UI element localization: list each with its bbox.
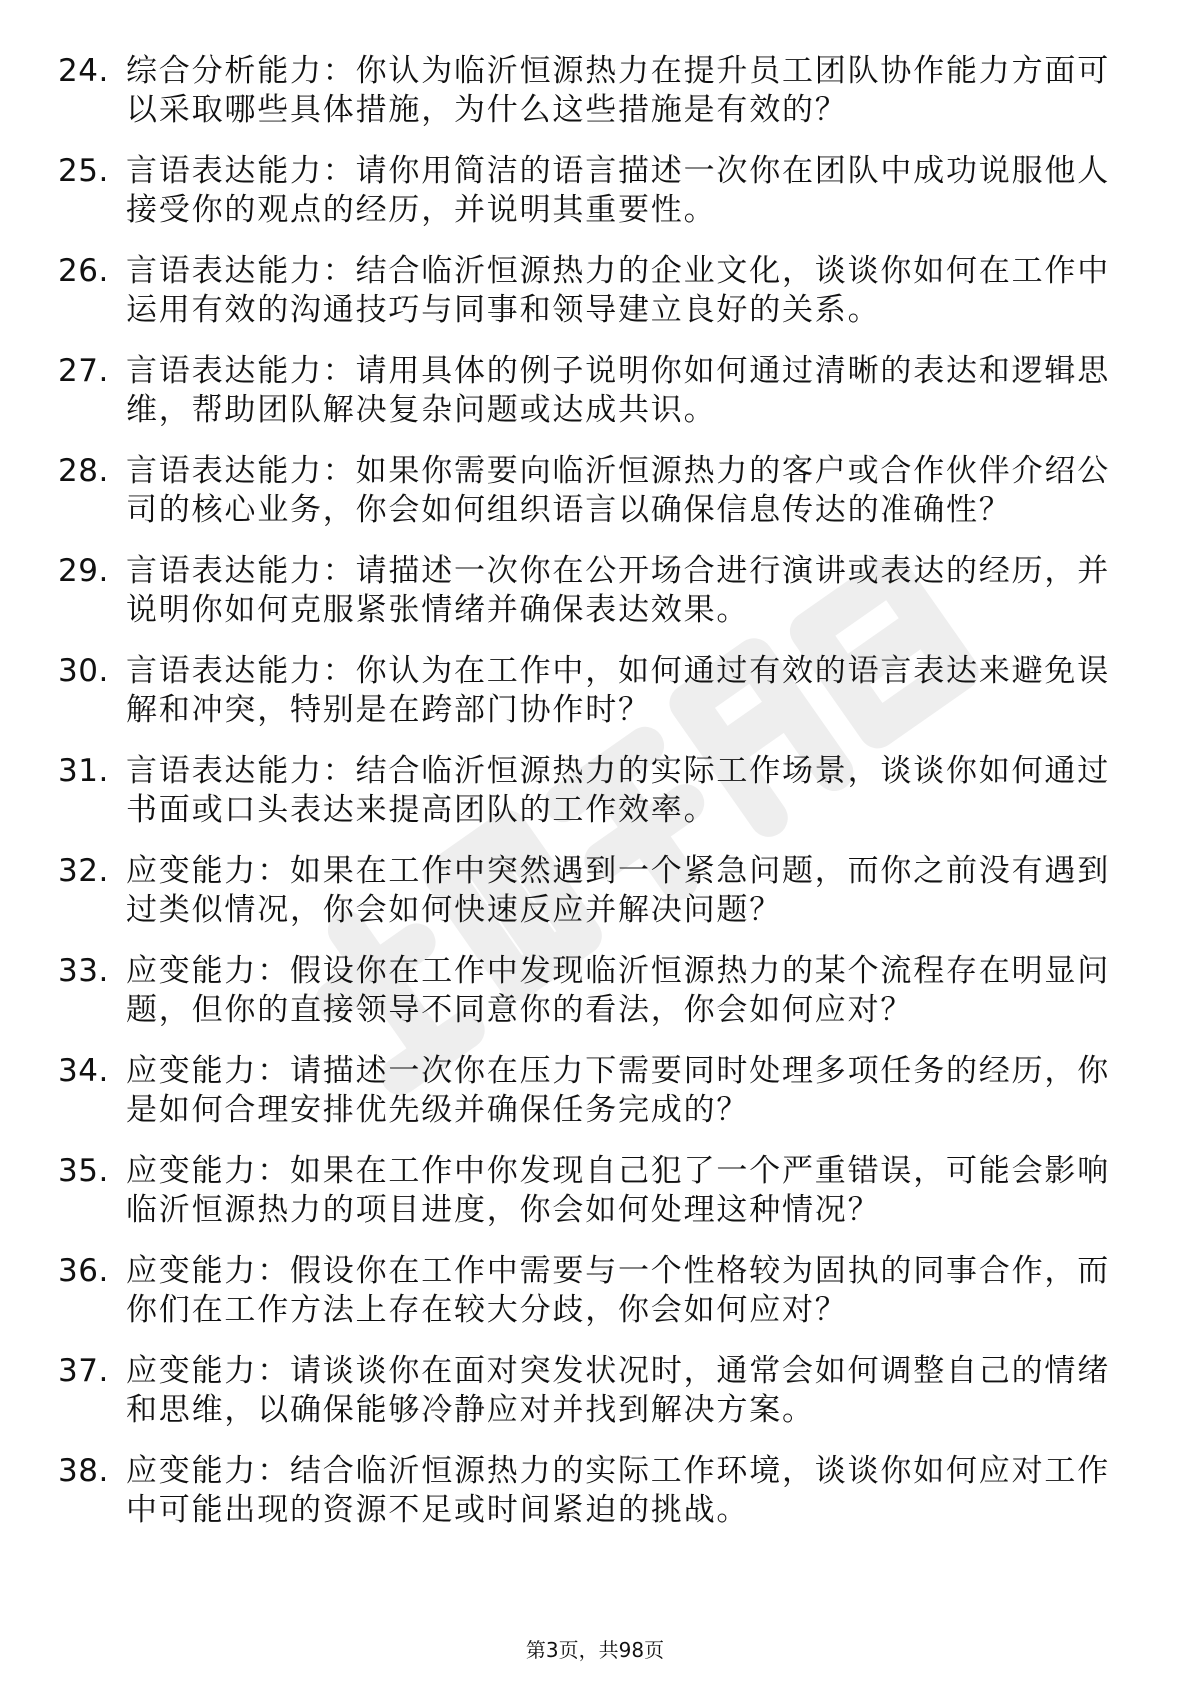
question-text: 应变能力：假设你在工作中发现临沂恒源热力的某个流程存在明显问题，但你的直接领导不同意你的看法，你会如何应对？ [126, 953, 1110, 1028]
question-text: 综合分析能力：你认为临沂恒源热力在提升员工团队协作能力方面可以采取哪些具体措施，为什么这些措施是有效的？ [126, 53, 1110, 128]
question-number: 27. [58, 353, 109, 389]
question-text: 应变能力：结合临沂恒源热力的实际工作环境，谈谈你如何应对工作中可能出现的资源不足或时间紧迫的挑战。 [126, 1453, 1110, 1528]
question-number: 32. [58, 853, 109, 889]
question-list [58, 52, 1118, 1552]
question-text: 言语表达能力：如果你需要向临沂恒源热力的客户或合作伙伴介绍公司的核心业务，你会如何组织语言以确保信息传达的准确性？ [126, 453, 1110, 528]
list-item [58, 1252, 1118, 1330]
question-text: 应变能力：假设你在工作中需要与一个性格较为固执的同事合作，而你们在工作方法上存在较大分歧，你会如何应对？ [126, 1253, 1110, 1328]
question-number: 31. [58, 753, 109, 789]
list-item [58, 952, 1118, 1030]
question-number: 29. [58, 553, 109, 589]
list-item [58, 1352, 1118, 1430]
question-text: 应变能力：请描述一次你在压力下需要同时处理多项任务的经历，你是如何合理安排优先级并确保任务完成的？ [126, 1053, 1110, 1128]
question-number: 37. [58, 1353, 109, 1389]
question-number: 24. [58, 53, 109, 89]
question-number: 26. [58, 253, 109, 289]
list-item [58, 252, 1118, 330]
question-text: 言语表达能力：结合临沂恒源热力的实际工作场景，谈谈你如何通过书面或口头表达来提高团队的工作效率。 [126, 753, 1110, 828]
question-number: 33. [58, 953, 109, 989]
question-text: 应变能力：请谈谈你在面对突发状况时，通常会如何调整自己的情绪和思维，以确保能够冷静应对并找到解决方案。 [126, 1353, 1110, 1428]
list-item [58, 1052, 1118, 1130]
list-item [58, 52, 1118, 130]
question-text: 言语表达能力：请你用简洁的语言描述一次你在团队中成功说服他人接受你的观点的经历，并说明其重要性。 [126, 153, 1110, 228]
page-number-label: 第3页，共98页 [525, 1638, 665, 1662]
question-number: 30. [58, 653, 109, 689]
question-number: 38. [58, 1453, 109, 1489]
question-text: 言语表达能力：结合临沂恒源热力的企业文化，谈谈你如何在工作中运用有效的沟通技巧与同事和领导建立良好的关系。 [126, 253, 1110, 328]
page-footer [0, 1636, 1190, 1664]
question-text: 言语表达能力：你认为在工作中，如何通过有效的语言表达来避免误解和冲突，特别是在跨部门协作时？ [126, 653, 1110, 728]
question-number: 28. [58, 453, 109, 489]
question-number: 25. [58, 153, 109, 189]
question-text: 言语表达能力：请描述一次你在公开场合进行演讲或表达的经历，并说明你如何克服紧张情绪并确保表达效果。 [126, 553, 1110, 628]
question-text: 言语表达能力：请用具体的例子说明你如何通过清晰的表达和逻辑思维，帮助团队解决复杂问题或达成共识。 [126, 353, 1110, 428]
question-text: 应变能力：如果在工作中你发现自己犯了一个严重错误，可能会影响临沂恒源热力的项目进度，你会如何处理这种情况？ [126, 1153, 1110, 1228]
list-item [58, 1152, 1118, 1230]
question-number: 35. [58, 1153, 109, 1189]
list-item [58, 552, 1118, 630]
list-item [58, 652, 1118, 730]
list-item [58, 452, 1118, 530]
list-item [58, 1452, 1118, 1530]
list-item [58, 852, 1118, 930]
list-item [58, 352, 1118, 430]
question-text: 应变能力：如果在工作中突然遇到一个紧急问题，而你之前没有遇到过类似情况，你会如何快速反应并解决问题？ [126, 853, 1110, 928]
question-number: 36. [58, 1253, 109, 1289]
list-item [58, 752, 1118, 830]
question-number: 34. [58, 1053, 109, 1089]
list-item [58, 152, 1118, 230]
